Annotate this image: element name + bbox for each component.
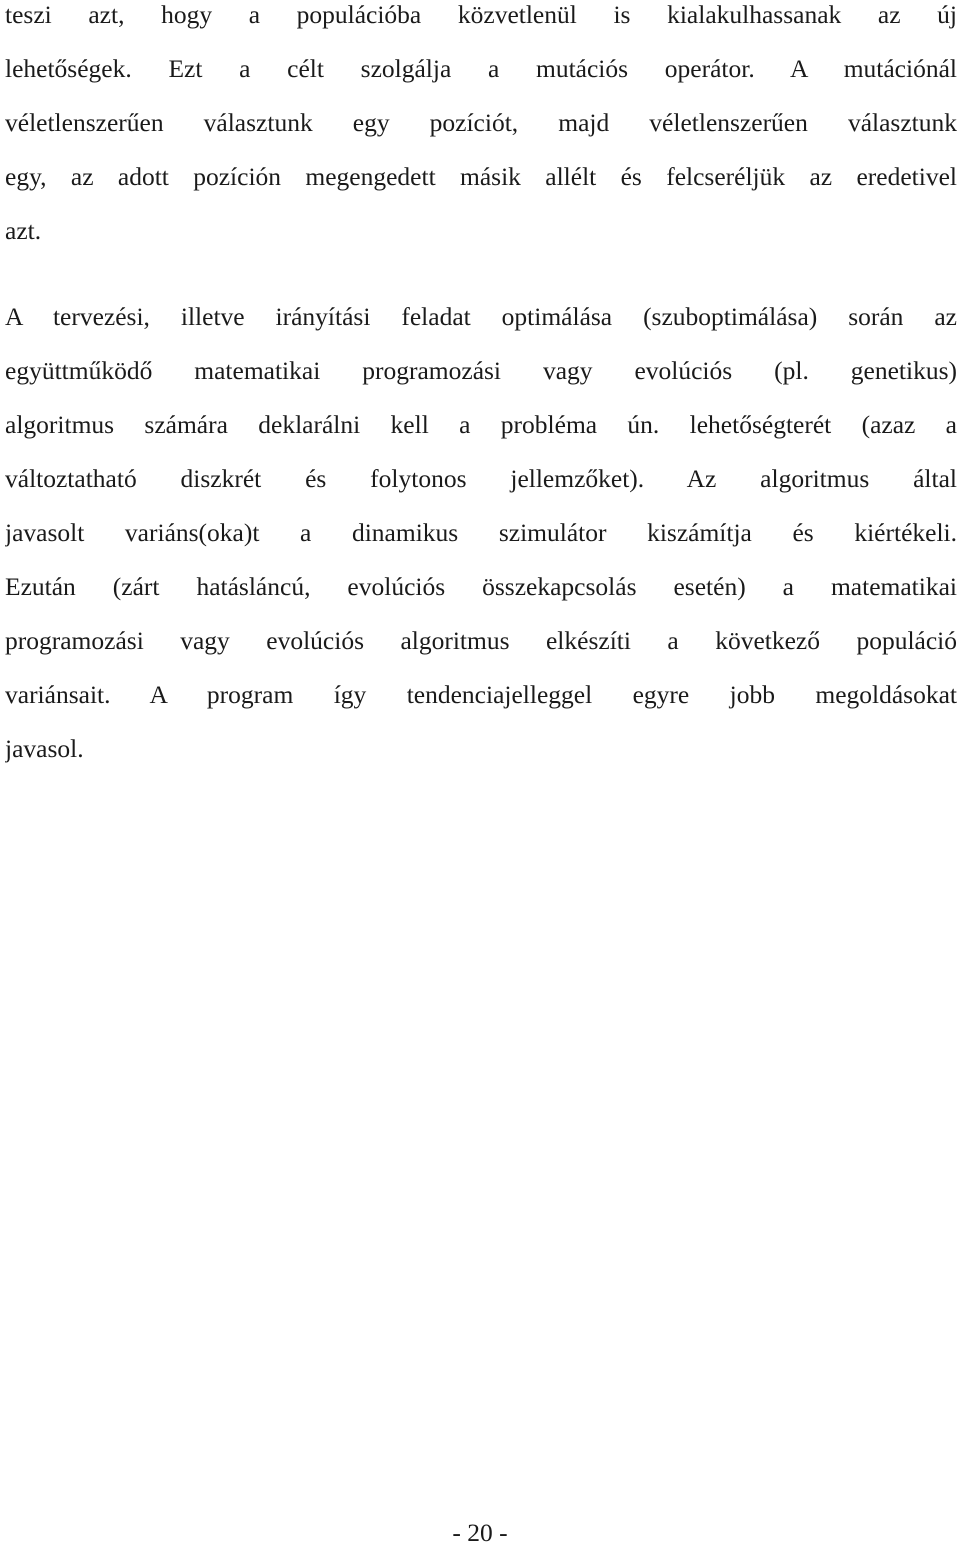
text-line: lehetőségek. Ezt a célt szolgálja a mutációs operátor. A mutációnál (5, 54, 957, 83)
paragraph-mutation-operator (5, 0, 957, 258)
text-line: egy, az adott pozíción megengedett másik allélt és felcseréljük az eredetivel (5, 162, 957, 191)
text-line: teszi azt, hogy a populációba közvetlenül is kialakulhassanak az új (5, 0, 957, 29)
text-line: javasolt variáns(oka)t a dinamikus szimulátor kiszámítja és kiértékeli. (5, 518, 957, 547)
text-line: együttműködő matematikai programozási vagy evolúciós (pl. genetikus) (5, 356, 957, 385)
text-line: véletlenszerűen választunk egy pozíciót, majd véletlenszerűen választunk (5, 108, 957, 137)
text-line: variánsait. A program így tendenciajelleggel egyre jobb megoldásokat (5, 680, 957, 709)
paragraph-optimization (5, 290, 957, 776)
text-line: azt. (5, 216, 42, 245)
text-line: programozási vagy evolúciós algoritmus elkészíti a következő populáció (5, 626, 957, 655)
text-line: változtatható diszkrét és folytonos jellemzőket). Az algoritmus által (5, 464, 957, 493)
text-line: A tervezési, illetve irányítási feladat optimálása (szuboptimálása) során az (5, 302, 957, 331)
text-line: javasol. (5, 734, 84, 763)
text-line: Ezután (zárt hatásláncú, evolúciós összekapcsolás esetén) a matematikai (5, 572, 957, 601)
page-number: - 20 - (452, 1518, 508, 1547)
text-line: algoritmus számára deklarálni kell a probléma ún. lehetőségterét (azaz a (5, 410, 957, 439)
